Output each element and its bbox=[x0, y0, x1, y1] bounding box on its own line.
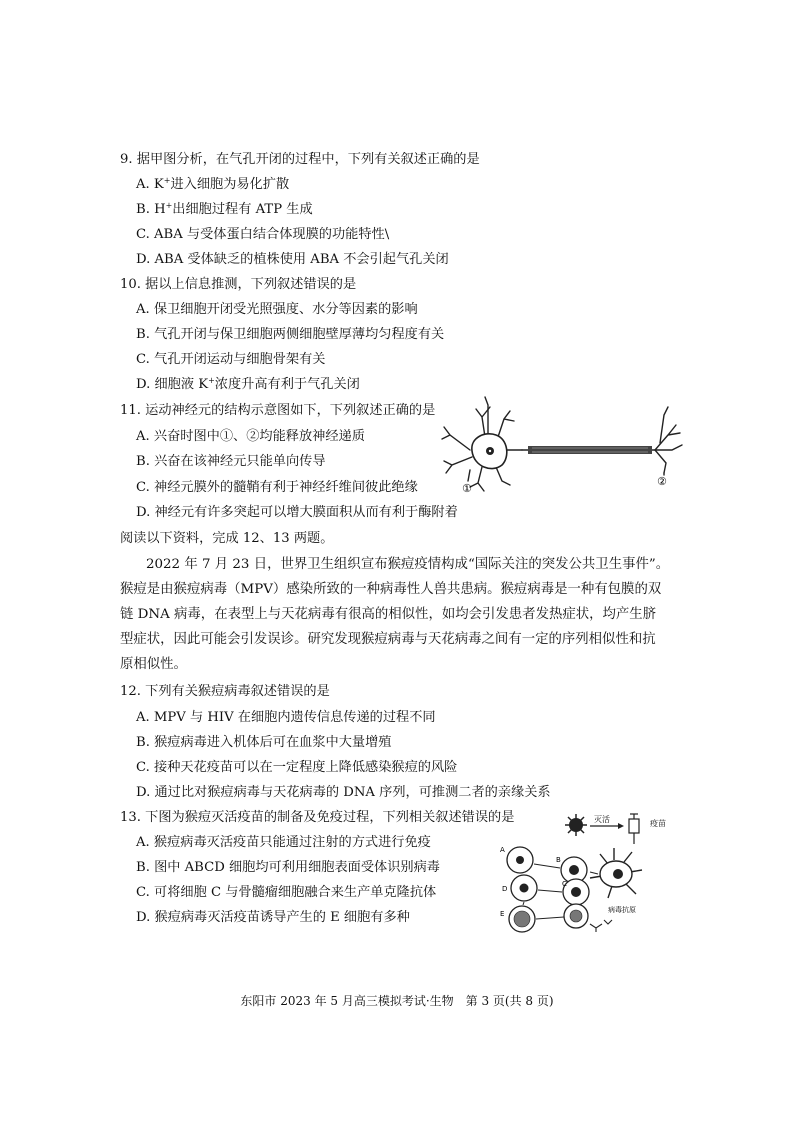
q9-stem: 9. 据甲图分析，在气孔开闭的过程中，下列有关叙述正确的是 bbox=[120, 152, 480, 167]
q12-option-b[interactable]: B. 猴痘病毒进入机体后可在血浆中大量增殖 bbox=[136, 735, 392, 750]
q9-a-sup: + bbox=[163, 176, 171, 185]
cell-d-nucleus bbox=[520, 884, 529, 893]
passage-line-1: 2022 年 7 月 23 日，世界卫生组织宣布猴痘疫情构成“国际关注的突发公共卫生事件”。 bbox=[146, 557, 670, 572]
dendrite bbox=[498, 411, 514, 437]
arrow-e-memory bbox=[536, 917, 564, 919]
q11-option-a[interactable]: A. 兴奋时图中①、②均能释放神经递质 bbox=[136, 429, 365, 444]
q13-option-b[interactable]: B. 图中 ABCD 细胞均可利用细胞表面受体识别病毒 bbox=[136, 860, 440, 875]
cell-a-label: A bbox=[500, 846, 505, 854]
antigen-presenting-cell bbox=[590, 848, 642, 898]
q9-a-post: 进入细胞为易化扩散 bbox=[170, 177, 290, 192]
virus-antigen-label: 病毒抗原 bbox=[608, 906, 636, 914]
nucleolus bbox=[489, 450, 491, 452]
q10-d-post: 浓度升高有利于气孔关闭 bbox=[214, 377, 360, 392]
q10-d-sup: + bbox=[208, 376, 215, 385]
q10-option-c[interactable]: C. 气孔开闭运动与细胞骨架有关 bbox=[136, 352, 326, 367]
q12-option-c[interactable]: C. 接种天花疫苗可以在一定程度上降低感染猴痘的风险 bbox=[136, 760, 458, 775]
passage-line-4: 型症状，因此可能会引发误诊。研究发现猴痘病毒与天花病毒之间有一定的序列相似性和抗 bbox=[120, 632, 656, 647]
myelin-sheath bbox=[528, 446, 652, 454]
axon-terminal bbox=[655, 450, 666, 473]
cell-d-label: D bbox=[502, 885, 508, 893]
q10-option-d[interactable] bbox=[136, 375, 360, 395]
antibody-icon bbox=[590, 920, 612, 932]
q13-option-c[interactable]: C. 可将细胞 C 与骨髓瘤细胞融合来生产单克隆抗体 bbox=[136, 885, 437, 900]
vaccine-label: 疫苗 bbox=[650, 819, 666, 828]
q11-option-d[interactable]: D. 神经元有许多突起可以增大膜面积从而有利于酶附着 bbox=[136, 505, 458, 520]
cell-a-nucleus bbox=[516, 856, 524, 864]
cell-c-label: C bbox=[562, 880, 567, 888]
passage-line-5: 原相似性。 bbox=[120, 657, 187, 672]
arrow-d-e bbox=[523, 902, 524, 905]
cell-c-nucleus bbox=[571, 887, 581, 897]
q9-b-post: 出细胞过程有 ATP 生成 bbox=[172, 202, 313, 217]
page-footer: 东阳市 2023 年 5 月高三模拟考试·生物 第 3 页(共 8 页) bbox=[240, 994, 554, 1008]
axon-terminal bbox=[660, 407, 668, 443]
q12-option-d[interactable]: D. 通过比对猴痘病毒与天花病毒的 DNA 序列，可推测二者的亲缘关系 bbox=[136, 785, 551, 800]
q11-stem: 11. 运动神经元的结构示意图如下，下列叙述正确的是 bbox=[120, 403, 436, 418]
arrow-a-b bbox=[534, 864, 560, 868]
q11-option-c[interactable]: C. 神经元膜外的髓鞘有利于神经纤维间彼此绝缘 bbox=[136, 480, 418, 495]
q13-option-a[interactable]: A. 猴痘病毒灭活疫苗只能通过注射的方式进行免疫 bbox=[136, 835, 431, 850]
q13-stem: 13. 下图为猴痘灭活疫苗的制备及免疫过程，下列相关叙述错误的是 bbox=[120, 810, 515, 825]
q12-stem: 12. 下列有关猴痘病毒叙述错误的是 bbox=[120, 684, 330, 699]
q10-option-a[interactable]: A. 保卫细胞开闭受光照强度、水分等因素的影响 bbox=[136, 302, 418, 317]
passage-line-2: 猴痘是由猴痘病毒（MPV）感染所致的一种病毒性人兽共患病。猴痘病毒是一种有包膜的双 bbox=[120, 582, 662, 597]
reading-intro: 阅读以下资料，完成 12、13 两题。 bbox=[120, 531, 334, 546]
q9-option-a[interactable] bbox=[136, 175, 289, 195]
cell-memory-core bbox=[570, 910, 582, 922]
passage-line-3: 链 DNA 病毒，在表型上与天花病毒有很高的相似性，如均会引发患者发热症状，均产生脐 bbox=[120, 607, 657, 622]
syringe-icon bbox=[629, 814, 639, 844]
q9-option-c[interactable]: C. ABA 与受体蛋白结合体现膜的功能特性\ bbox=[136, 227, 390, 242]
q9-a-pre: A. K bbox=[136, 177, 164, 192]
cell-b-label: B bbox=[556, 856, 561, 864]
q10-option-b[interactable]: B. 气孔开闭与保卫细胞两侧细胞壁厚薄均匀程度有关 bbox=[136, 327, 445, 342]
q10-stem: 10. 据以上信息推测，下列叙述错误的是 bbox=[120, 277, 357, 292]
q13-option-d[interactable]: D. 猴痘病毒灭活疫苗诱导产生的 E 细胞有多种 bbox=[136, 910, 410, 925]
arrow-b-apc bbox=[590, 872, 598, 874]
dendrite bbox=[496, 467, 510, 485]
q12-option-a[interactable]: A. MPV 与 HIV 在细胞内遗传信息传递的过程不同 bbox=[136, 710, 436, 725]
axon-terminal bbox=[655, 425, 680, 450]
virus-icon bbox=[565, 814, 587, 836]
q10-d-pre: D. 细胞液 K bbox=[136, 377, 209, 392]
cell-b-nucleus bbox=[569, 865, 579, 875]
neuron-figure bbox=[440, 395, 690, 500]
q9-option-b[interactable] bbox=[136, 200, 313, 220]
dendrite bbox=[442, 427, 470, 450]
q11-option-b[interactable]: B. 兴奋在该神经元只能单向传导 bbox=[136, 454, 326, 469]
vaccine-immune-figure bbox=[490, 812, 694, 948]
arrow-head bbox=[618, 823, 624, 829]
q9-option-d[interactable]: D. ABA 受体缺乏的植株使用 ABA 不会引起气孔关闭 bbox=[136, 252, 449, 267]
dendrite bbox=[485, 397, 488, 435]
q9-b-sup: + bbox=[165, 201, 173, 210]
neuron-label-1: ① bbox=[462, 482, 472, 495]
inactivate-label: 灭活 bbox=[594, 815, 610, 824]
cell-e-er bbox=[514, 911, 530, 927]
neuron-label-2: ② bbox=[657, 475, 667, 488]
dendrite bbox=[444, 457, 472, 473]
arrow-d-c bbox=[538, 890, 562, 892]
dendrite bbox=[470, 467, 484, 491]
q9-b-pre: B. H bbox=[136, 202, 166, 217]
cell-e-label: E bbox=[500, 910, 505, 918]
pointer-line bbox=[468, 470, 470, 481]
